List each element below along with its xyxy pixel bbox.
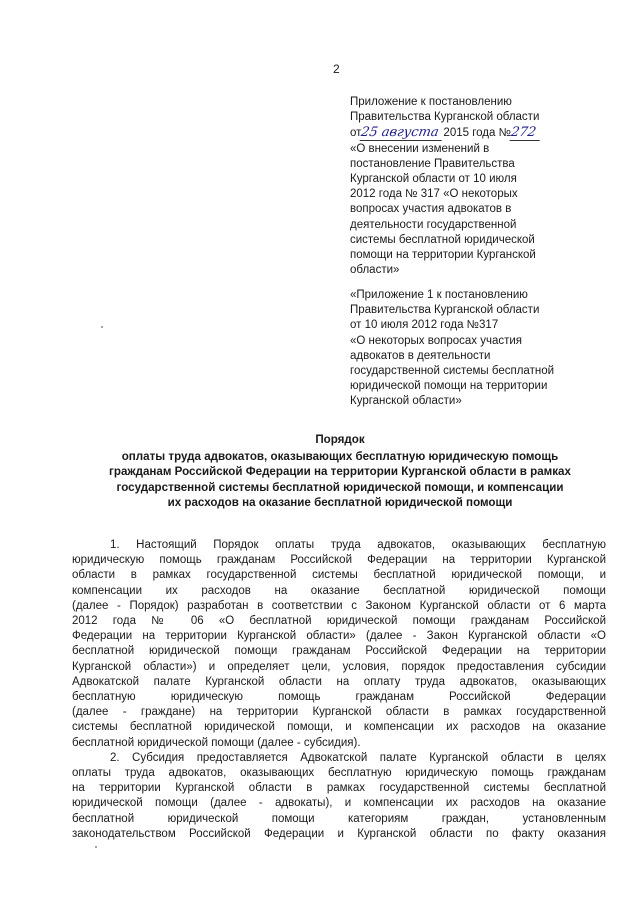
appendix-line: деятельности государственной [350,218,517,231]
page-number: 2 [333,62,340,76]
paragraph-1-line: 2012 года № 06 «О бесплатной юридической помощи гражданам Российской [72,615,606,628]
appendix-1-line: «Приложение 1 к постановлению [350,289,528,301]
document-body [72,538,606,842]
paragraph-1-line: (далее - граждане) на территории Курганской области в рамках государственной [72,706,606,719]
appendix-1-line: адвокатов в деятельности [350,349,491,362]
paragraph-1-line: бесплатной юридической помощи гражданам Российской Федерации на территории [72,645,606,658]
title-line: оплаты труда адвокатов, оказывающих бесплатную юридическую помощь [121,450,559,464]
paragraph-1-line: Федерации на территории Курганской области» (далее - Закон Курганской области «О [72,630,606,643]
paragraph-1-line: (далее - Порядок) разработан в соответствии с Законом Курганской области от 6 марта [72,599,606,612]
year-and-number-label: 2015 года № [443,127,511,140]
paragraph-1-line: 1. Настоящий Порядок оплаты труда адвокатов, оказывающих бесплатную [110,539,606,551]
appendix-1-header [350,288,610,410]
appendix-1-line: «О некоторых вопросах участия [350,334,523,347]
paragraph-1-line: бесплатную юридическую помощь гражданам Российской Федерации [72,691,606,704]
paragraph-2-line: юридической помощи (далее - адвокаты), и компенсации их расходов на оказание [72,797,606,810]
paragraph-1-line: системы бесплатной юридической помощи, и компенсации их расходов на оказание [72,721,606,734]
appendix-date-line [350,125,600,141]
paragraph-2-line: оплаты труда адвокатов, оказывающих бесплатную юридическую помощь гражданам [72,767,606,780]
appendix-line: Курганской области от 10 июля [350,173,517,186]
appendix-1-line: от 10 июля 2012 года №317 [350,319,499,332]
appendix-header [350,95,600,278]
appendix-line: постановление Правительства [350,157,515,170]
appendix-1-line: Курганской области» [350,395,462,408]
paragraph-1-line: области в рамках государственной системы бесплатной юридической помощи, и [72,569,606,582]
paragraph-1-line: юридическую помощь гражданам Российской Федерации на территории Курганской [72,554,606,567]
paragraph-1-line: компенсации их расходов на оказание бесплатной юридической помощи [72,584,606,597]
appendix-line: Правительства Курганской области [350,111,540,124]
appendix-1-line: Правительства Курганской области [350,304,540,317]
paragraph-1-line: Адвокатской палате Курганской области на оплату труда адвокатов, оказывающих [72,675,606,688]
scan-speck [95,846,97,848]
appendix-line: помощи на территории Курганской [350,249,536,262]
appendix-line: «О внесении изменений в [350,142,490,155]
handwritten-date: 25 августа [360,125,445,141]
scan-speck [101,326,103,328]
paragraph-1-line: бесплатной юридической помощи (далее - субсидия). [72,736,361,749]
appendix-line: системы бесплатной юридической [350,233,535,246]
paragraph-2-line: на территории Курганской области в рамках государственной системы бесплатной [72,782,606,795]
paragraph-2-line: бесплатной юридической помощи категориям граждан, установленным [72,812,606,825]
date-prefix: от [350,127,362,140]
title-line: их расходов на оказание бесплатной юридической помощи [167,495,513,509]
appendix-line: вопросах участия адвокатов в [350,203,512,216]
paragraph-1-line: Курганской области») и определяет цели, условия, порядок предоставления субсидии [72,660,606,673]
handwritten-number: 272 [510,125,543,141]
appendix-line: области» [350,264,400,277]
appendix-1-line: государственной системы бесплатной [350,365,555,378]
appendix-1-line: юридической помощи на территории [350,380,548,393]
appendix-line: Приложение к постановлению [350,96,512,108]
title-line: гражданам Российской Федерации на территории Курганской области в рамках [109,465,571,479]
paragraph-2-line: законодательством Российской Федерации и Курганской области по факту оказания [72,827,606,840]
paragraph-2-line: 2. Субсидия предоставляется Адвокатской палате Курганской области в целях [110,751,606,764]
document-title [70,432,610,510]
title-heading: Порядок [315,433,365,446]
appendix-line: 2012 года № 317 «О некоторых [350,188,518,201]
title-line: государственной системы бесплатной юридической помощи, и компенсации [116,480,564,494]
